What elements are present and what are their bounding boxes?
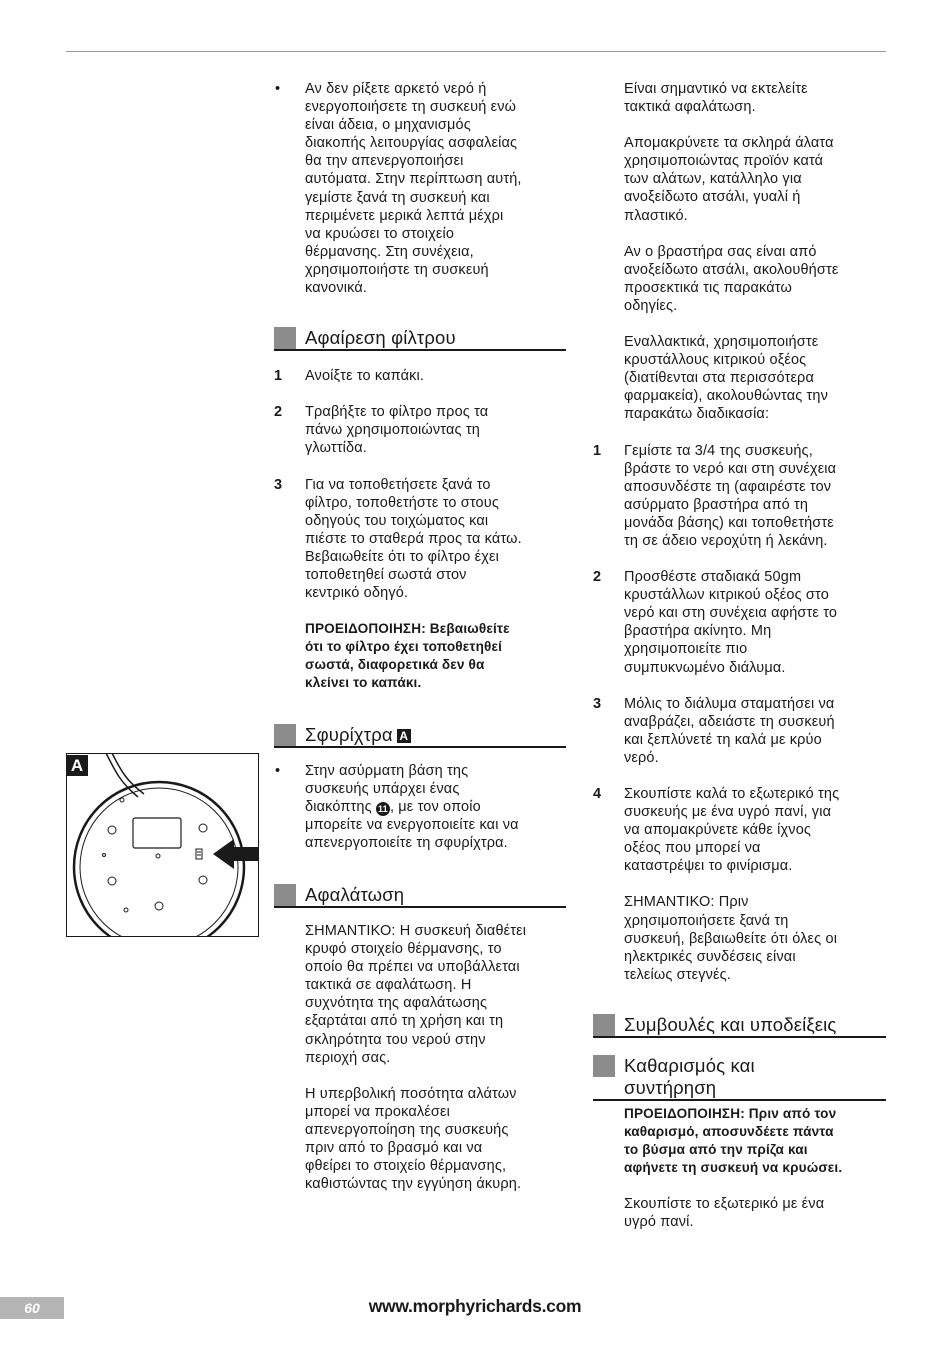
text-line: Είναι σημαντικό να εκτελείτε (624, 81, 808, 97)
text-line: να κρυώσει το στοιχείο (305, 225, 455, 242)
text-line: Απομακρύνετε τα σκληρά άλατα (624, 135, 834, 152)
text-line: νερό και στη συνέχεια αφήστε το (624, 605, 838, 622)
text-line: είναι άδεια, ο μηχανισμός (305, 117, 471, 134)
whistle-text-line: διακόπτης 11 , με τον οποίο (305, 798, 481, 815)
heading-square-icon (274, 327, 296, 349)
text-line: γλωττίδα. (305, 440, 367, 457)
text-line: παρακάτω διαδικασία: (624, 406, 770, 423)
text-line: Μόλις το διάλυμα σταματήσει να (624, 695, 835, 712)
text-line: σωστά, διαφορετικά δεν θα (305, 657, 485, 673)
text-line: ηλεκτρικές συνδέσεις είναι (624, 948, 796, 965)
text-line: τακτικά αφαλάτωση. (624, 99, 756, 116)
heading-square-icon (274, 884, 296, 906)
descale-step-3 (593, 695, 886, 767)
text-line: συχνότητα της αφαλάτωσης (305, 995, 488, 1012)
text-line: κρυφό στοιχείο θέρμανσης, το (305, 941, 502, 958)
text-line: χρησιμοποιώντας προϊόν κατά (624, 153, 824, 170)
text-line: Βεβαιωθείτε ότι το φίλτρο έχει (305, 548, 500, 565)
text-line: οποίο θα πρέπει να υποβάλλεται (305, 959, 520, 976)
descale-paragraph-1 (274, 922, 566, 1067)
text-line: τελείως στεγνές. (624, 966, 731, 983)
step-number: 1 (274, 368, 283, 385)
text-line: ανοξείδωτο ατσάλι, γυαλί ή (624, 189, 801, 206)
step-text (624, 695, 886, 767)
text-line: φθείρει το στοιχείο θέρμανσης, (305, 1158, 507, 1175)
whistle-text-line: συσκευής υπάρχει ένας (305, 780, 460, 797)
text-line: (διατίθενται στα περισσότερα (624, 370, 814, 387)
step-number: 1 (593, 442, 602, 459)
text-line: ΣΗΜΑΝΤΙΚΟ: Η συσκευή διαθέτει (305, 923, 527, 939)
paragraph-text (305, 1085, 566, 1194)
text-line: χρησιμοποιήσετε ξανά τη (624, 912, 789, 929)
text-line: φαρμακεία), ακολουθώντας την (624, 388, 829, 405)
text-line: Η υπερβολική ποσότητα αλάτων (305, 1085, 517, 1102)
text-line: βραστήρα ακίνητο. Μη (624, 623, 772, 640)
text-line: ενεργοποιήσετε τη συσκευή ενώ (305, 99, 517, 116)
text-line: συμπυκνωμένο διάλυμα. (624, 659, 786, 676)
text-line: Για να τοποθετήσετε ξανά το (305, 476, 491, 493)
text-line: θέρμανσης. Στη συνέχεια, (305, 243, 474, 260)
text-line: θα την απενεργοποιήσει (305, 153, 464, 170)
heading-square-icon (593, 1055, 615, 1077)
step-number: 3 (593, 695, 602, 712)
text-line: Αν δεν ρίξετε αρκετό νερό ή (305, 81, 487, 97)
intro-text (305, 80, 566, 297)
step-number: 3 (274, 476, 283, 493)
text-line: Αν ο βραστήρα σας είναι από (624, 243, 817, 260)
text-line: τη σε άδειο νεροχύτη ή λεκάνη. (624, 532, 828, 549)
text-line: Σκουπίστε το εξωτερικό με ένα (624, 1196, 825, 1213)
step-text (624, 442, 886, 551)
text-line: ανοξείδωτο ατσάλι, ακολουθήστε (624, 261, 839, 278)
whistle-text-line: Στην ασύρματη βάση της (305, 762, 469, 779)
text-line: μονάδα βάσης) και τοποθετήστε (624, 514, 834, 531)
step-text (305, 367, 566, 385)
text-line: πιέστε το σταθερά προς τα κάτω. (305, 530, 522, 547)
paragraph-text (305, 922, 566, 1067)
text-line: απενεργοποίηση της συσκευής (305, 1121, 509, 1138)
text-line: μπορεί να προκαλέσει (305, 1103, 450, 1120)
descale-step-2 (593, 568, 886, 677)
page-number: 60 (0, 1297, 64, 1319)
bullet-marker: • (275, 81, 281, 97)
text-line: οξέος που μπορεί να (624, 840, 761, 857)
whistle-bullet (274, 762, 566, 852)
text-line: και ξεπλύνετέ τη καλά με κρύο (624, 731, 822, 748)
whistle-text-line: μπορείτε να ενεργοποιείτε και να (305, 816, 519, 833)
text-line: να απομακρύνετε κάθε ίχνος (624, 822, 812, 839)
text-line: βράστε το νερό και στη συνέχεια (624, 460, 837, 477)
top-rule (66, 51, 886, 52)
text-line: πριν από το βρασμό και να (305, 1140, 483, 1157)
text-line: των αλάτων, κατάλληλο για (624, 171, 802, 188)
tips-heading: Συμβουλές και υποδείξεις (593, 1014, 886, 1038)
text-line: ΠΡΟΕΙΔΟΠΟΙΗΣΗ: Βεβαιωθείτε (305, 621, 510, 637)
warning-text (305, 620, 566, 692)
text-line: αφήνετε τη συσκευή να κρυώσει. (624, 1160, 843, 1176)
text-line: Προσθέστε σταδιακά 50gm (624, 569, 802, 586)
text-line: πλαστικό. (624, 207, 688, 224)
text-line: Σκουπίστε καλά το εξωτερικό της (624, 786, 840, 802)
text-line: ότι το φίλτρο έχει τοποθετηθεί (305, 639, 503, 655)
text-line: περιμένετε μερικά λεπτά μέχρι (305, 207, 504, 224)
text-line: αποσυνδέστε τη (αφαιρέστε τον (624, 478, 832, 495)
bullet-marker: • (275, 762, 281, 779)
text-line: αναβράζει, αδειάστε τη συσκευή (624, 713, 835, 730)
text-line: εξαρτάται από τη χρήση και τη (305, 1013, 504, 1030)
circled-number-icon: 11 (376, 802, 390, 816)
text-line: Γεμίστε τα 3/4 της συσκευής, (624, 442, 813, 459)
figure-label: A (66, 755, 88, 776)
text-line: συσκευής με ένα υγρό πανί, για (624, 804, 832, 821)
descale-heading: Αφαλάτωση (274, 884, 566, 908)
text-line: συσκευή, βεβαιωθείτε ότι όλες οι (624, 930, 838, 947)
text-line: νερό. (624, 749, 659, 766)
text-line: ΠΡΟΕΙΔΟΠΟΙΗΣΗ: Πριν από τον (624, 1105, 837, 1121)
important-note (593, 893, 886, 983)
footer-url: www.morphyrichards.com (368, 1296, 582, 1316)
text-line: τοποθετηθεί σωστά στον (305, 566, 467, 583)
text-line: καθιστώντας την εγγύηση άκυρη. (305, 1176, 522, 1193)
text-line: κρυστάλλων κιτρικού οξέος στο (624, 587, 829, 604)
text-line: γεμίστε ξανά τη συσκευή και (305, 189, 490, 206)
text-line: σκληρότητα του νερού στην (305, 1031, 486, 1048)
text-line: χρησιμοποιήστε τη συσκευή (305, 261, 489, 278)
text-line: κεντρικό οδηγό. (305, 585, 409, 602)
descale-paragraph-6 (593, 333, 886, 423)
text-line: κανονικά. (305, 280, 368, 297)
text-line: το βύσμα από την πρίζα και (624, 1142, 808, 1158)
base-illustration (66, 753, 259, 937)
text-line: κλείνει το καπάκι. (305, 675, 422, 691)
descale-paragraph-3 (593, 80, 886, 116)
cleaning-paragraph (593, 1195, 886, 1231)
text-line: ασύρματο βραστήρα από τη (624, 496, 809, 513)
text-line: καθαρισμό, αποσυνδέετε πάντα (624, 1124, 834, 1140)
text-line: φίλτρο, τοποθετήστε το στους (305, 494, 499, 511)
step-text (624, 785, 886, 875)
heading-square-icon (593, 1014, 615, 1036)
filter-step-1 (274, 367, 566, 385)
step-text (305, 476, 566, 603)
whistle-heading: Σφυρίχτρα A (274, 724, 566, 748)
text-line: Τραβήξτε το φίλτρο προς τα (305, 404, 489, 421)
descale-paragraph-4 (593, 134, 886, 224)
text-line: Ανοίξτε το καπάκι. (305, 368, 425, 385)
descale-step-1 (593, 442, 886, 551)
text-line: καταστρέψει το φινίρισμα. (624, 858, 793, 875)
right-column (593, 80, 886, 1232)
step-text (305, 403, 566, 457)
text-line: οδηγίες. (624, 297, 678, 314)
cleaning-heading: Καθαρισμός και συντήρηση (593, 1055, 886, 1101)
descale-paragraph-2 (274, 1085, 566, 1194)
step-number: 4 (593, 786, 602, 802)
text-line: υγρό πανί. (624, 1214, 694, 1231)
figure-ref-badge: A (397, 729, 411, 743)
filter-heading: Αφαίρεση φίλτρου (274, 327, 566, 351)
whistle-text-line: απενεργοποιείτε τη σφυρίχτρα. (305, 834, 508, 851)
text-line: χρησιμοποιείτε πιο (624, 641, 748, 658)
step-number: 2 (593, 569, 602, 586)
descale-paragraph-5 (593, 243, 886, 315)
heading-square-icon (274, 724, 296, 746)
cleaning-warning (593, 1105, 886, 1177)
step-number: 2 (274, 404, 283, 421)
text-line: ΣΗΜΑΝΤΙΚΟ: Πριν (624, 894, 749, 911)
descale-step-4 (593, 785, 886, 875)
filter-step-3 (274, 476, 566, 603)
text-line: διακοπής λειτουργίας ασφαλείας (305, 135, 518, 152)
text-line: κρυστάλλους κιτρικού οξέος (624, 352, 807, 369)
filter-warning (274, 620, 566, 692)
step-text (624, 568, 886, 677)
text-line: πάνω χρησιμοποιώντας τη (305, 422, 480, 439)
text-line: Εναλλακτικά, χρησιμοποιήστε (624, 334, 819, 351)
left-column (274, 80, 566, 1193)
text-line: αυτόματα. Στην περίπτωση αυτή, (305, 171, 522, 188)
text-line: περιοχή σας. (305, 1049, 391, 1066)
text-line: προσεκτικά τις παρακάτω (624, 279, 792, 296)
text-line: τακτικά σε αφαλάτωση. Η (305, 977, 472, 994)
filter-step-2 (274, 403, 566, 457)
text-line: οδηγούς του τοιχώματος και (305, 512, 489, 529)
intro-bullet (274, 80, 566, 297)
